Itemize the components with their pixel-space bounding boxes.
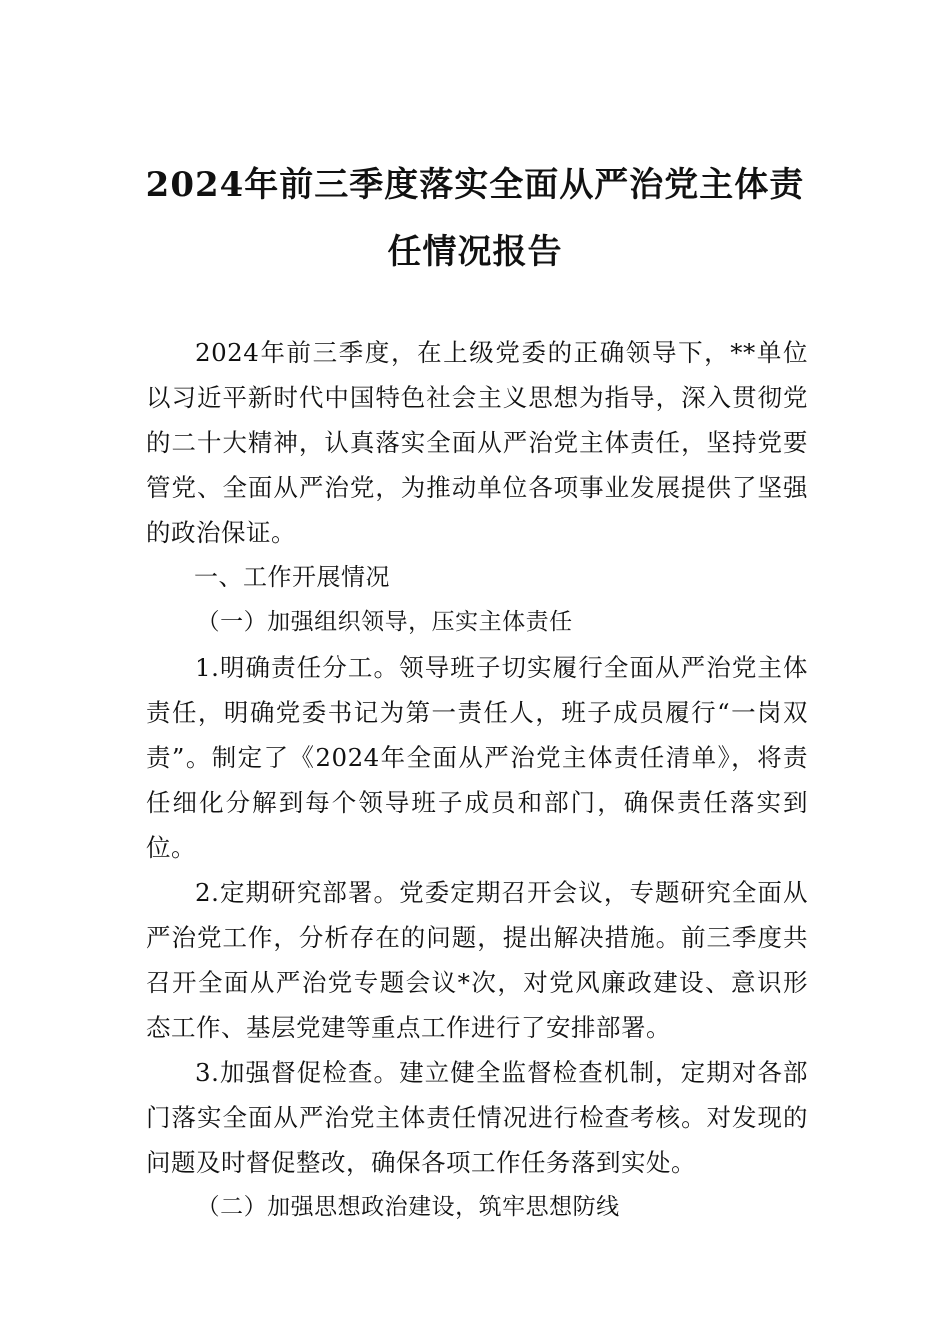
body-paragraph-3: 3.加强督促检查。建立健全监督检查机制，定期对各部门落实全面从严治党主体责任情况进行检查考核。对发现的问题及时督促整改，确保各项工作任务落到实处。	[146, 1058, 808, 1177]
document-title-line-2: 任情况报告	[387, 232, 563, 272]
section-heading-1: 一、工作开展情况	[194, 563, 390, 591]
intro-paragraph: 2024年前三季度，在上级党委的正确领导下，**单位以习近平新时代中国特色社会主义思想为指导，深入贯彻党的二十大精神，认真落实全面从严治党主体责任，坚持党要管党、全面从严治党，为推动单位各项事业发展提供了坚强的政治保证。	[146, 338, 808, 547]
subsection-heading-2: （二）加强思想政治建设，筑牢思想防线	[196, 1194, 620, 1220]
body-paragraph-1: 1.明确责任分工。领导班子切实履行全面从严治党主体责任，明确党委书记为第一责任人，班子成员履行“一岗双责”。制定了《2024年全面从严治党主体责任清单》，将责任细化分解到每个领导班子成员和部门，确保责任落实到位。	[146, 653, 808, 862]
body-paragraph-2: 2.定期研究部署。党委定期召开会议，专题研究全面从严治党工作，分析存在的问题，提出解决措施。前三季度共召开全面从严治党专题会议*次，对党风廉政建设、意识形态工作、基层党建等重点工作进行了安排部署。	[146, 878, 808, 1042]
document-title-line-1: 2024年前三季度落实全面从严治党主体责	[145, 165, 805, 205]
document-body	[146, 330, 808, 1230]
subsection-heading-1: （一）加强组织领导，压实主体责任	[196, 609, 573, 635]
